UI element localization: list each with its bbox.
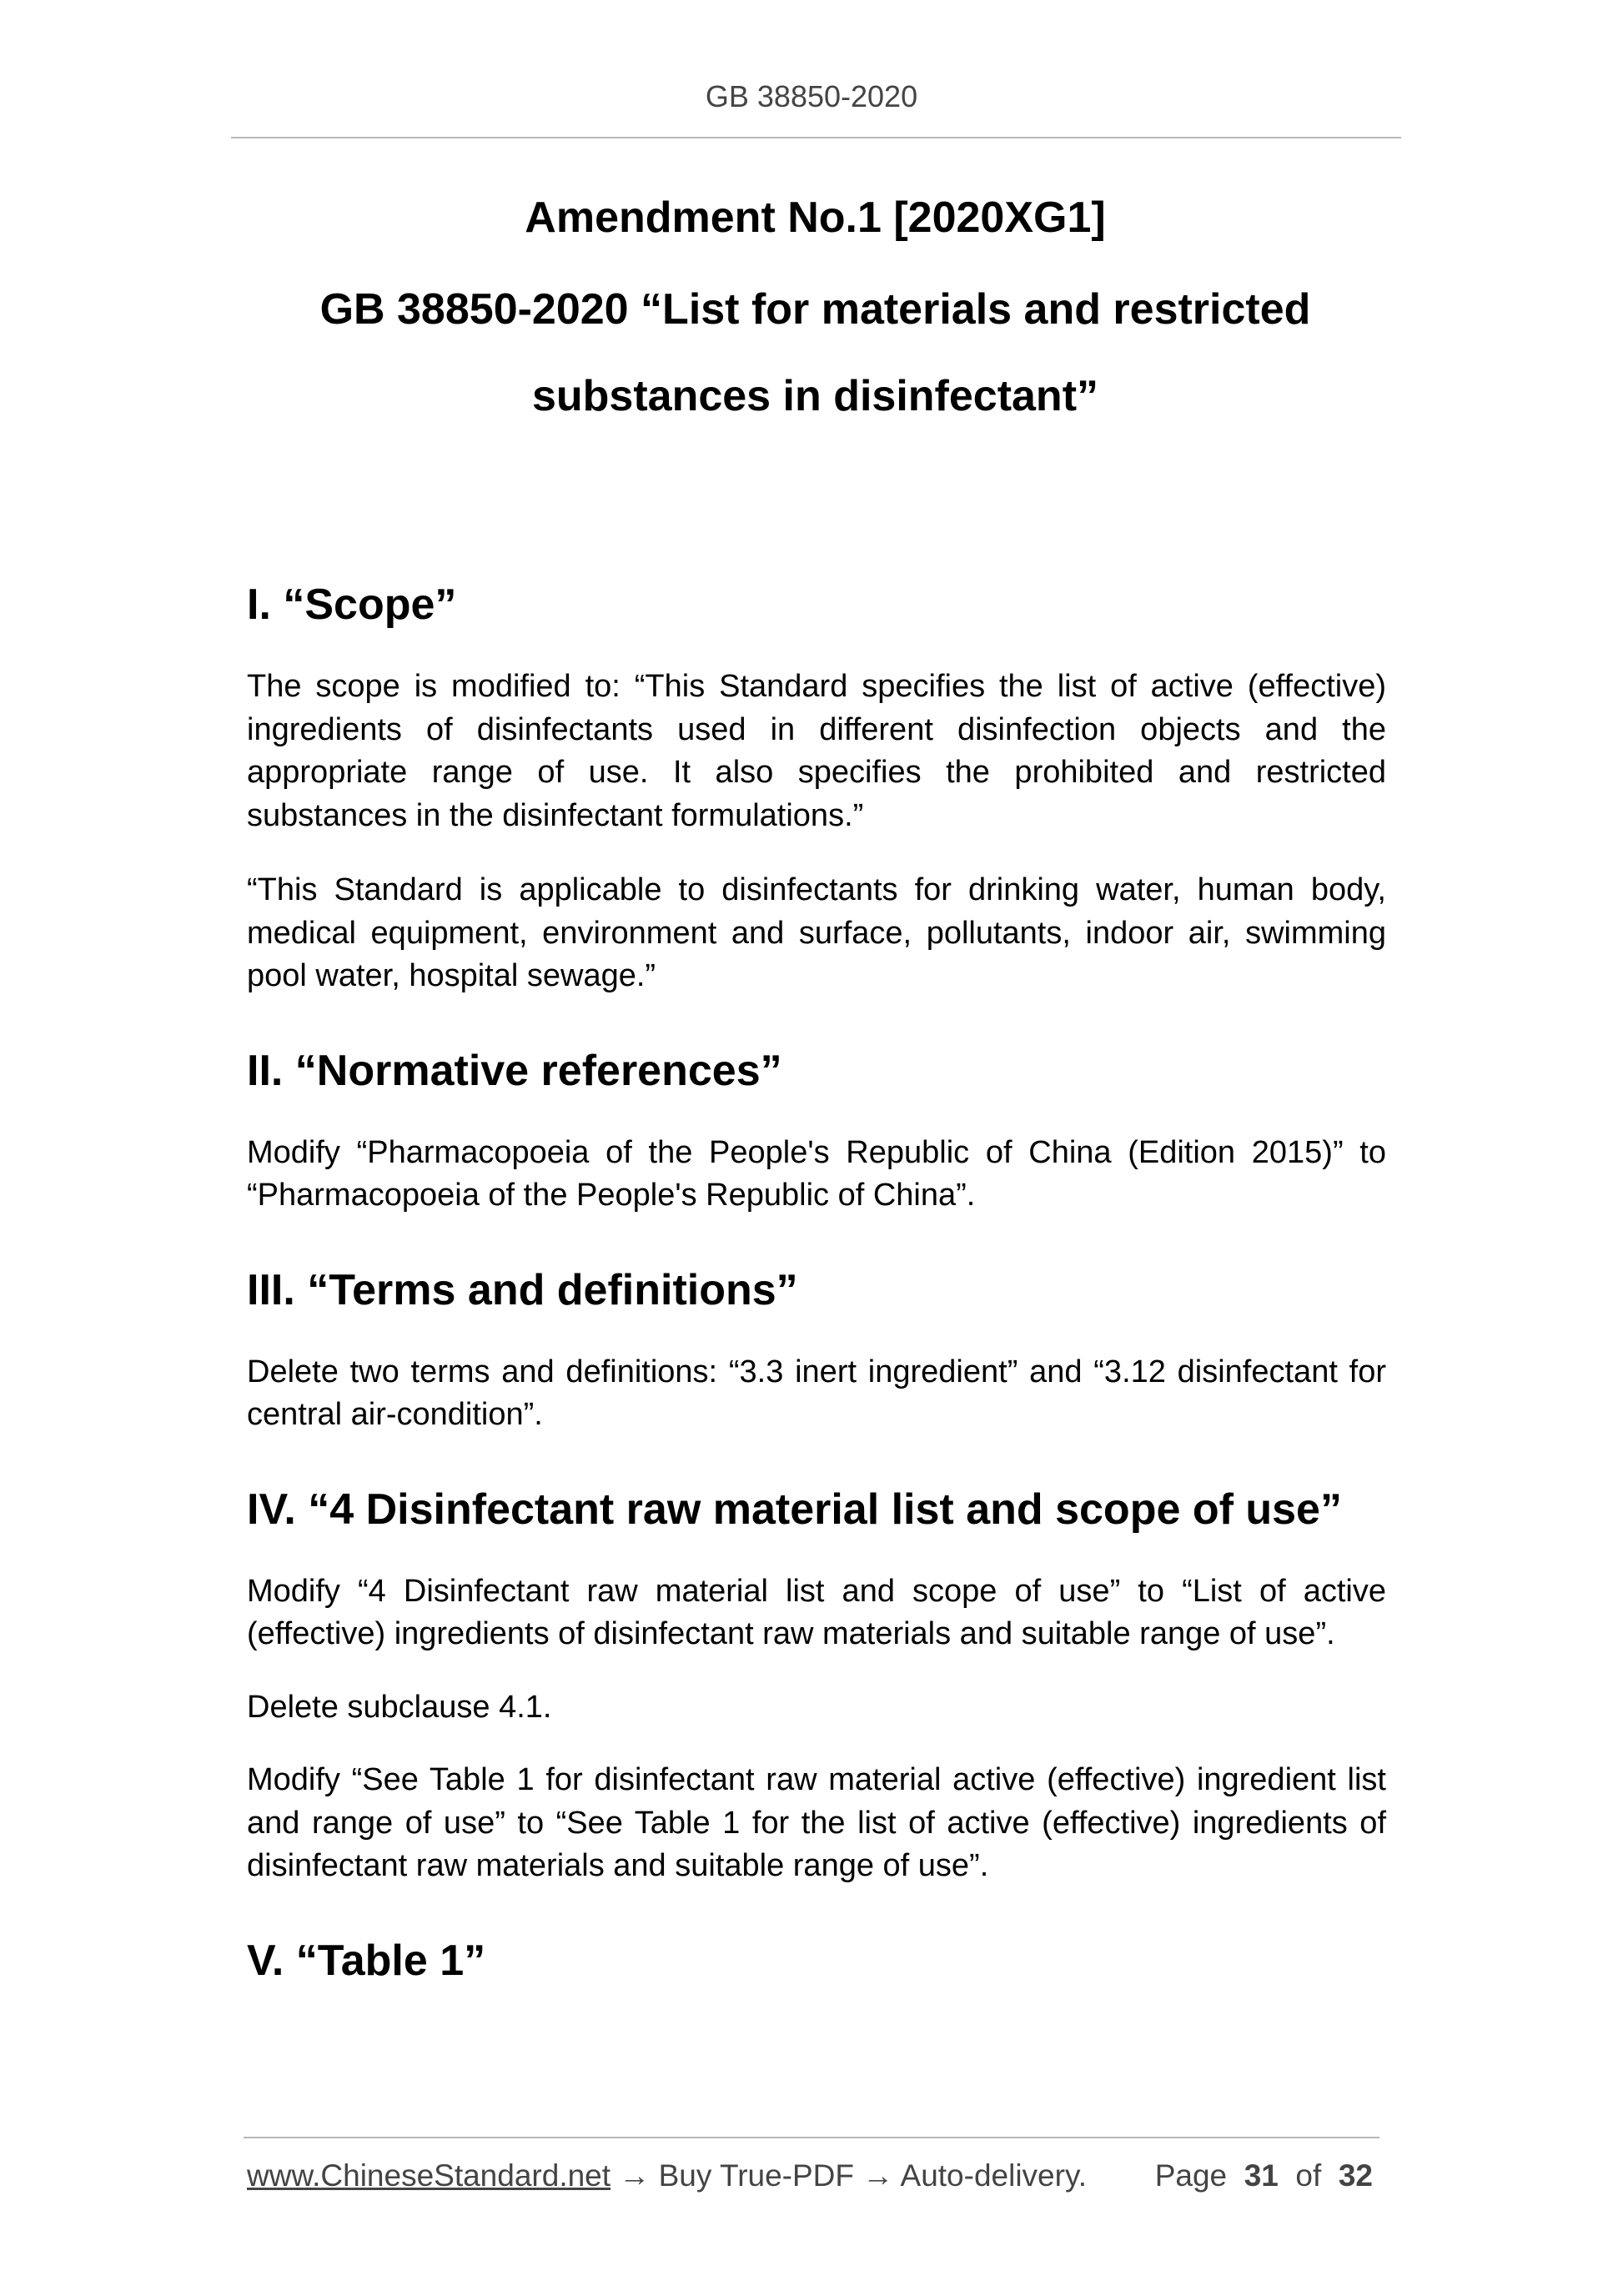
normative-references-paragraph: Modify “Pharmacopoeia of the People's Republic of China (Edition 2015)” to “Pharmacopoeia of the People's Republic of China”. [247, 1134, 1386, 1213]
raw-material-paragraph-3: Modify “See Table 1 for disinfectant raw material active (effective) ingredient list and range of use” to “See Table 1 for the list of active (effective) ingredients of disinfectant raw materials and suitable range of use”. [247, 1762, 1386, 1883]
footer-promo [247, 2158, 1087, 2193]
raw-material-paragraph-2: Delete subclause 4.1. [247, 1689, 552, 1725]
title-line-standard: GB 38850-2020 “List for materials and restricted [319, 285, 1311, 334]
of-label: of [1295, 2158, 1322, 2193]
buy-true-pdf-text: Buy True-PDF [650, 2158, 863, 2193]
arrow-right-icon: → [862, 2158, 894, 2193]
website-link[interactable]: www.ChineseStandard.net [247, 2158, 611, 2193]
raw-material-paragraph-1: Modify “4 Disinfectant raw material list and scope of use” to “List of active (effective) ingredients of disinfectant raw materials and suitable range of use”. [247, 1573, 1386, 1651]
title-line-amendment: Amendment No.1 [2020XG1] [525, 193, 1106, 242]
section-heading-raw-material-list: IV. “4 Disinfectant raw material list and scope of use” [247, 1485, 1342, 1534]
auto-delivery-text: Auto-delivery. [893, 2158, 1087, 2193]
section-heading-table-1: V. “Table 1” [247, 1936, 486, 1985]
page-indicator [1155, 2158, 1373, 2193]
section-heading-terms-definitions: III. “Terms and definitions” [247, 1265, 798, 1314]
header-divider [231, 137, 1401, 138]
document-body [247, 567, 1386, 1998]
scope-paragraph-1: The scope is modified to: “This Standard specifies the list of active (effective) ingredients of disinfectants used in different disinfection objects and the appropriate range of use. It also specifies the prohibited and restricted substances in the disinfectant formulations.” [247, 669, 1386, 833]
total-pages-number: 32 [1338, 2158, 1373, 2193]
scope-paragraph-2: “This Standard is applicable to disinfectants for drinking water, human body, medical equipment, environment and surface, pollutants, indoor air, swimming pool water, hospital sewage.” [247, 872, 1386, 993]
arrow-right-icon: → [619, 2158, 651, 2193]
title-line-substances: substances in disinfectant” [531, 372, 1099, 420]
current-page-number: 31 [1244, 2158, 1279, 2193]
page-header-standard-code: GB 38850-2020 [705, 79, 918, 113]
page-footer [247, 2158, 1381, 2200]
footer-divider [244, 2137, 1379, 2138]
terms-definitions-paragraph: Delete two terms and definitions: “3.3 inert ingredient” and “3.12 disinfectant for central air-condition”. [247, 1354, 1386, 1432]
section-heading-scope: I. “Scope” [247, 580, 457, 629]
page-label: Page [1154, 2158, 1228, 2193]
document-title [246, 185, 1384, 430]
section-heading-normative-references: II. “Normative references” [247, 1046, 782, 1095]
